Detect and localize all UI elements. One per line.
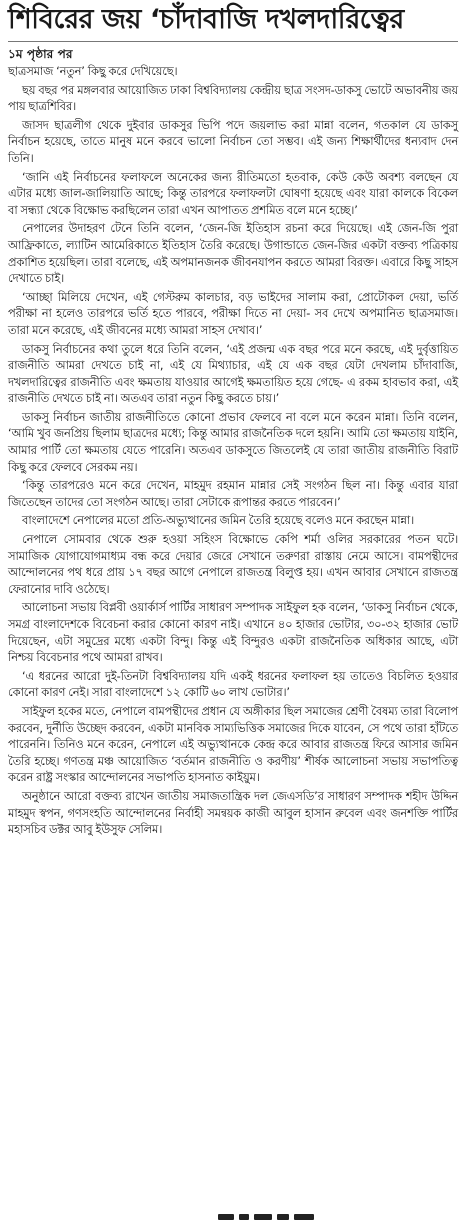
- article-paragraph: ‘আচ্ছা মিলিয়ে দেখেন, এই গেস্টরুম কালচার, বড় ভাইদের সালাম করা, প্রোটোকল দেয়া, ভর্তি পরীক্ষা না হলেও তারপরে ভর্তি হতে পারবে, পরীক্ষা দিতে না দেয়া- সব দেখে অপমানিত ছাত্রসমাজ। তারা মনে করেছে, এই জীবনের মধ্যে আমরা সাহস দেখাব।’: [8, 289, 458, 337]
- article-paragraph: ডাকসু নির্বাচনের কথা তুলে ধরে তিনি বলেন, ‘এই প্রজন্ম এক বছর পরে মনে করছে, এই দুর্বৃত্তায়িত রাজনীতি আমরা দেখতে চাই না, এই যে মিথ্যাচার, এই যে এক বছর যেটা দেখলাম চাঁদাবাজি, দখলদারিত্বের রাজনীতি এবং ক্ষমতায় যাওয়ার আগেই ক্ষমতায়িত হয়ে গেছে- এ রকম হাবভাব করা, এই রাজনীতি দেখতে চাই না। অতএব তারা নতুন কিছু করতে চায়।’: [8, 341, 458, 406]
- article-paragraph: ‘কিন্তু তারপরেও মনে করে দেখেন, মাহমুদ রহমান মান্নার সেই সংগঠন ছিল না। কিন্তু এবার যারা জিতেছেন তাদের তো সংগঠন আছে। তারা সেটাকে রূপান্তর করতে পারবেন।’: [8, 478, 458, 509]
- cropped-glyph: [254, 1214, 272, 1220]
- article-paragraph: ডাকসু নির্বাচন জাতীয় রাজনীতিতে কোনো প্রভাব ফেলবে না বলে মনে করেন মান্না। তিনি বলেন, ‘আমি খুব জনপ্রিয় ছিলাম ছাত্রদের মধ্যে; কিন্তু আমার রাজনৈতিক দলে হয়নি। আমি তো ক্ষমতায় যাইনি, আমার পার্টি তো ক্ষমতায় যেতে পারেনি। অতএব ডাকসুতে জিতলেই যে তারা জাতীয় রাজনীতি বিরাট কিছু করে ফেলবে সেরকম নয়।: [8, 409, 458, 474]
- article-paragraph: আলোচনা সভায় বিপ্লবী ওয়ার্কার্স পার্টির সাধারণ সম্পাদক সাইফুল হক বলেন, ‘ডাকসু নির্বাচন থেকে, সমগ্র বাংলাদেশকে বিবেচনা করার কোনো কারণ নাই। এখানে ৪০ হাজার ভোটার, ৩০-৩২ হাজার ভোট দিয়েছেন, এটা সমুদ্রের মধ্যে একটা বিন্দু। কিন্তু এই বিন্দুরও একটা রাজনৈতিক অধিকার আছে, এটা নিশ্চয় বিবেচনার পথে আমরা রাখব।: [8, 600, 458, 665]
- article-paragraph: ছয় বছর পর মঙ্গলবার আয়োজিত ঢাকা বিশ্ববিদ্যালয় কেন্দ্রীয় ছাত্র সংসদ-ডাকসু ভোটে অভাবনীয় জয় পায় ছাত্রশিবির।: [8, 82, 458, 114]
- cropped-glyph: [218, 1214, 234, 1220]
- article-paragraph: ‘জানি এই নির্বাচনের ফলাফলে অনেকের জন্য রীতিমতো হতবাক, কেউ কেউ অবশ্য বলছেন যে এটার মধ্যে জাল-জালিয়াতি আছে; কিন্তু তারপরে ফলাফলটা ঘোষণা হয়েছে এবং যারা কালকে বিকেল বা সন্ধ্যা থেকে বিক্ষোভ করছিলেন তারা এখন আপাতত প্রশমিত বলে মনে হচ্ছে।’: [8, 169, 458, 217]
- article-body: [8, 63, 458, 838]
- cropped-glyph: [277, 1214, 289, 1220]
- continuation-label: ১ম পৃষ্ঠার পর: [8, 47, 73, 61]
- article-paragraph: অনুষ্ঠানে আরো বক্তব্য রাখেন জাতীয় সমাজতান্ত্রিক দল জেএসডি’র সাধারণ সম্পাদক শহীদ উদ্দিন মাহমুদ স্বপন, গণসংহতি আন্দোলনের নির্বাহী সমন্বয়ক কাজী আবুল হাসান রুবেল এবং জনশক্তি পার্টির মহাসচিব ডক্টর আবু ইউসুফ সেলিম।: [8, 788, 458, 837]
- article-paragraph: ‘এ ধরনের আরো দুই-তিনটা বিশ্ববিদ্যালয় যদি একই ধরনের ফলাফল হয় তাতেও বিচলিত হওয়ার কোনো কারণ নেই। সারা বাংলাদেশে ১২ কোটি ৬০ লাখ ভোটার।’: [8, 668, 458, 700]
- cropped-glyph: [294, 1214, 314, 1220]
- article-paragraph: নেপালে সোমবার থেকে শুরু হওয়া সহিংস বিক্ষোভে কেপি শর্মা ওলির সরকারের পতন ঘটে। সামাজিক যোগাযোগমাধ্যম বন্ধ করে দেয়ার জেরে সেখানে তরুণরা রাস্তায় নেমে আসে। বামপন্থীদের আন্দোলনের পথ ধরে প্রায় ১৭ বছর আগে নেপালে রাজতন্ত্র বিলুপ্ত হয়। এখন আবার সেখানে রাজতন্ত্র ফেরানোর দাবি ওঠেছে।: [8, 532, 458, 596]
- next-column-fragment: [218, 1214, 314, 1220]
- article-paragraph: ছাত্রসমাজ ‘নতুন’ কিছু করে দেখিয়েছে।: [8, 64, 178, 78]
- article-headline: শিবিরের জয় ‘চাঁদাবাজি দখলদারিত্বের: [8, 4, 404, 35]
- article-paragraph: নেপালের উদাহরণ টেনে তিনি বলেন, ‘জেন-জি ইতিহাস রচনা করে দিয়েছে। এই জেন-জি পুরা আফ্রিকাতে, ল্যাটিন আমেরিকাতে ইতিহাস তৈরি করেছে। উগান্ডাতে জেন-জির একটা বক্তব্য পত্রিকায় প্রকাশিত হয়েছিল। তারা বলেছে, এই অপমানজনক জীবনযাপন করতে আমরা বিরক্ত। এবারে কিছু সাহস দেখাতে চাই।: [8, 221, 458, 286]
- article-paragraph: সাইফুল হকের মতে, নেপালে বামপন্থীদের প্রধান যে অঙ্গীকার ছিল সমাজের শ্রেণী বৈষম্য তারা বিলোপ করবেন, দুর্নীতি উচ্ছেদ করবেন, একটা মানবিক সাম্যভিত্তিক সমাজের দিকে যাবেন, সে পথে তারা হাঁটতে পারেননি। তিনিও মনে করেন, নেপালে এই অভ্যুত্থানকে কেন্দ্র করে আবার রাজতন্ত্র ফিরে আসার জমিন তৈরি হচ্ছে। গণতন্ত্র মঞ্চ আয়োজিত ‘বর্তমান রাজনীতি ও করণীয়’ শীর্ষক আলোচনা সভায় সভাপতিত্ব করেন রাষ্ট্র সংস্কার আন্দোলনের সভাপতি হাসনাত কাইয়ুম।: [8, 703, 458, 785]
- cropped-glyph: [239, 1214, 249, 1220]
- article-paragraph: জাসদ ছাত্রলীগ থেকে দুইবার ডাকসুর ভিপি পদে জয়লাভ করা মান্না বলেন, গতকাল যে ডাকসু নির্বাচন হয়েছে, তাতে মানুষ মনে করবে ভালো নির্বাচন তো সম্ভব। এই জন্য শিক্ষার্থীদের ধন্যবাদ দেন তিনি।: [8, 117, 458, 165]
- headline-divider: [8, 41, 458, 42]
- article-paragraph: বাংলাদেশে নেপালের মতো প্রতি-অভ্যুত্থানের জমিন তৈরি হয়েছে বলেও মনে করছেন মান্না।: [22, 513, 415, 528]
